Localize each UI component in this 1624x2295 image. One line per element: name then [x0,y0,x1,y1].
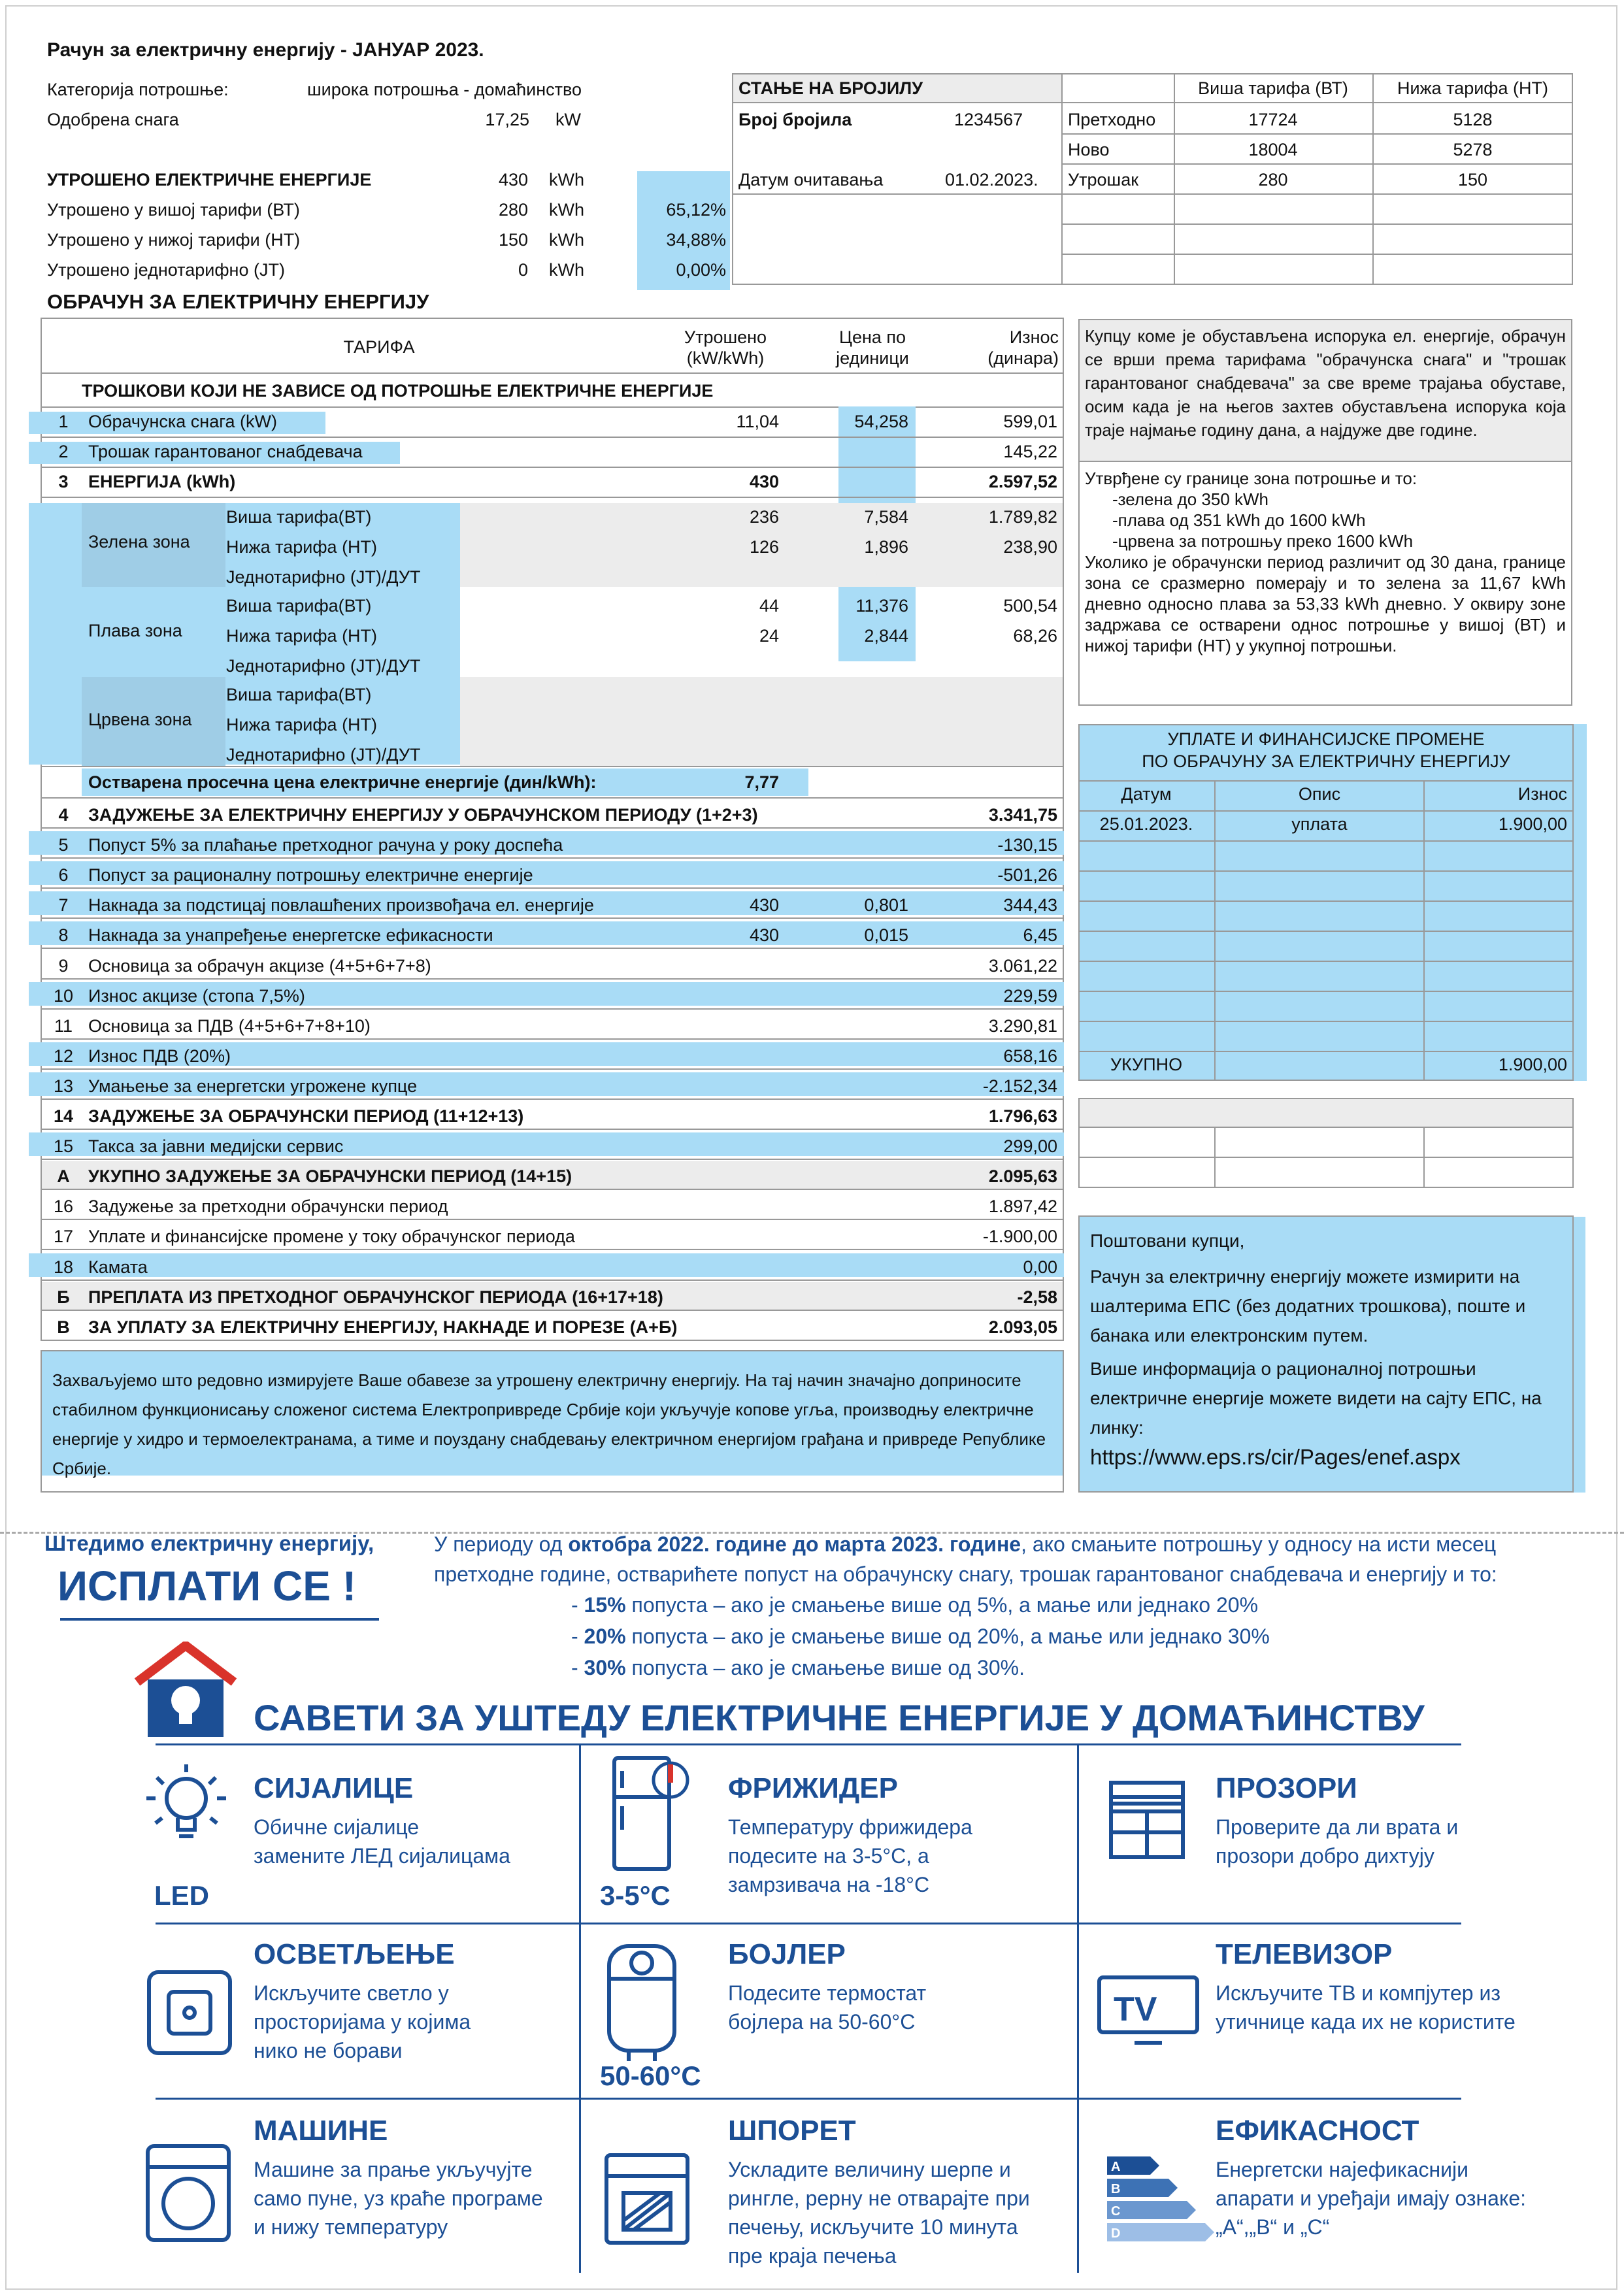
payment-amount: 1.900,00 [1498,814,1567,834]
tip-title: МАШИНЕ [254,2115,388,2147]
row-label: Износ акцизе (стопа 7,5%) [88,985,305,1006]
info-more: Више информација о рационалној потрошњи електричне енергије можете видети на сајту ЕПС, на линку: [1090,1359,1542,1438]
tip-title: ТЕЛЕВИЗОР [1216,1938,1393,1970]
row-label: Попуст 5% за плаћање претходног рачуна у року доспећа [88,835,563,855]
tip-text: Енергетски најефикаснији апарати и уређаји имају ознаке: „А“,„В“ и „С“ [1216,2158,1526,2239]
row-amount: 2.095,63 [988,1166,1057,1187]
zones-note-rest: Уколико је обрачунски период различит од 30 дана, границе зона се сразмерно померају и то зелена за 11,67 kWh дневно односно плава за 53,33 kWh дневно. У оквиру зоне задржава се остварени однос потрошње у вишој (ВТ) и нижој тарифи (НТ) у укупној потрошњи. [1085,552,1566,655]
bill-title: Рачун за електричну енергију - ЈАНУАР 2023. [47,39,484,61]
row-amount: -2.152,34 [982,1076,1057,1096]
consumption-label: Утрошено у вишој тарифи (ВТ) [47,200,300,220]
payment-date: 25.01.2023. [1099,814,1193,834]
row-price: 0,015 [864,925,908,946]
row-number: 13 [53,1076,74,1096]
discount-tier: - 20% попуста – ако је смањење више од 20%, а мање или једнако 30% [571,1625,1270,1648]
discount-condition: попуста – ако је смањење више од 5%, а мање или једнако 20% [625,1593,1259,1617]
zone-tariff-used: 236 [749,507,779,527]
zone-tariff-used: 24 [759,626,779,646]
row-amount: 599,01 [1003,412,1057,431]
tip-text: Искључите светло у просторијама у којима нико не борави [254,1981,471,2062]
tip-title: ШПОРЕТ [728,2115,856,2147]
row-label: Трошак гарантованог снабдевача [88,442,363,461]
consumed-unit: kWh [549,170,584,190]
row-label: Износ ПДВ (20%) [88,1046,231,1066]
row-label: Накнада за подстицај повлашћених произвођача ел. енергије [88,895,594,916]
row-label: УКУПНО ЗАДУЖЕЊЕ ЗА ОБРАЧУНСКИ ПЕРИОД (14+15) [88,1166,572,1187]
power-unit: kW [555,110,581,129]
meter-row-vt: 18004 [1248,140,1298,159]
row-amount: 1.897,42 [988,1197,1057,1217]
discount-percent: 30% [584,1656,626,1679]
zone-name: Црвена зона [88,710,192,729]
info-text [1090,1226,1567,1472]
zone-name: Плава зона [88,621,182,640]
meter-col-vt: Виша тарифа (ВТ) [1198,78,1348,98]
row-amount: 145,22 [1003,442,1057,461]
row-amount: 2.597,52 [988,472,1057,491]
zone-green-limit: -зелена до 350 kWh [1112,489,1269,509]
info-payment-options: Рачун за електричну енергију можете измирити на шалтерима ЕПС (без додатних трошкова), поште и банака или електронским путем. [1090,1266,1526,1346]
row-amount: 3.290,81 [988,1015,1057,1036]
row-used: 430 [749,895,779,916]
window-icon [1104,1777,1189,1866]
row-number: 18 [53,1257,74,1277]
zone-tariff-price: 2,844 [864,626,908,646]
stove-icon [601,2150,693,2251]
row-price: 0,801 [864,895,908,916]
payments-col-amount: Износ [1517,784,1567,804]
payments-title-2: ПО ОБРАЧУНУ ЗА ЕЛЕКТРИЧНУ ЕНЕРГИЈУ [1142,751,1510,771]
payments-title-1: УПЛАТЕ И ФИНАНСИЈСКЕ ПРОМЕНЕ [1167,729,1485,749]
consumption-unit: kWh [549,200,584,220]
category-value: широка потрошња - домаћинство [307,80,582,99]
tip-title: СИЈАЛИЦЕ [254,1772,414,1804]
consumption-percent: 0,00% [676,260,726,280]
row-number: 8 [58,925,69,946]
tip-title: ПРОЗОРИ [1216,1772,1357,1804]
energy-class-bar [1107,2223,1214,2241]
thanks-text: Захваљујемо што редовно измирујете Ваше обавезе за утрошену електричну енергију. На тај начин значајно доприносите стабилном функционисању сложеног система Електропривреде Србије који укључује копове угља, производњу електричне енергије у хидро и термоелектранама, а тиме и поуздану снабдевању електричном енергијом грађана и привреде Републике Србије. [52,1370,1046,1478]
tip-text: Ускладите величину шерпе и рингле, рерну не отварајте при печењу, искључите 10 минута пре краја печења [728,2158,1030,2268]
info-greeting: Поштовани купци, [1090,1230,1245,1251]
row-label: Основица за ПДВ (4+5+6+7+8+10) [88,1015,371,1036]
row-label: ПРЕПЛАТА ИЗ ПРЕТХОДНОГ ОБРАЧУНСКОГ ПЕРИОДА (16+17+18) [88,1287,663,1307]
row-amount: 3.341,75 [988,805,1057,825]
zone-tariff-label: Виша тарифа(ВТ) [226,596,372,616]
row-amount: -130,15 [997,835,1057,855]
col-used: Утрошено (kW/kWh) [684,327,767,368]
discount-condition: попуста – ако је смањење више од 30%. [625,1656,1025,1679]
tip-text: Проверите да ли врата и прозори добро дихтују [1216,1815,1459,1868]
row-number: 1 [58,412,69,431]
row-label: Обрачунска снага (kW) [88,412,277,431]
zone-blue-limit: -плава од 351 kWh до 1600 kWh [1112,510,1366,530]
row-number: 5 [58,835,69,855]
row-number: А [57,1166,70,1187]
zone-tariff-label: Нижа тарифа (НТ) [226,626,378,646]
zone-tariff-price: 11,376 [855,596,908,616]
energy-class-label: B [1111,2182,1121,2196]
row-number: В [57,1317,70,1337]
zones-note [1085,468,1566,656]
meter-row-vt: 17724 [1248,110,1298,129]
eps-link[interactable]: https://www.eps.rs/cir/Pages/enef.aspx [1090,1445,1461,1469]
zone-tariff-amount: 1.789,82 [988,507,1057,527]
payments-total-label: УКУПНО [1110,1055,1183,1074]
power-value: 17,25 [485,110,529,129]
zone-tariff-label: Једнотарифно (ЈТ)/ДУТ [226,656,421,676]
row-number: Б [57,1287,70,1307]
row-label: Попуст за рационалну потрошњу електричне енергије [88,865,533,885]
bulb-caption: LED [154,1880,209,1911]
zone-tariff-price: 7,584 [864,507,908,527]
tip-text: Искључите ТВ и компјутер из утичнице када их не користите [1216,1981,1516,2034]
payments-table [1078,724,1574,1081]
zone-red-limit: -црвена за потрошњу преко 1600 kWh [1112,531,1414,551]
row-label: Камата [88,1257,148,1277]
consumption-value: 0 [518,260,528,280]
consumption-unit: kWh [549,260,584,280]
tip-text: Температуру фрижидера подесите на 3-5°C, а замрзивача на -18°C [728,1815,972,1896]
discount-tier: - 30% попуста – ако је смањење више од 30%. [571,1656,1025,1679]
meter-row-nt: 5278 [1453,140,1493,159]
row-number: 10 [53,985,74,1006]
row-amount: 1.796,63 [988,1106,1057,1126]
row-amount: 6,45 [1023,925,1057,946]
consumption-value: 150 [498,230,528,250]
suspension-note: Купцу коме је обустављена испорука ел. енергије, обрачун се врши према тарифама "обрачунска снага" и "трошак гарантованог снабдевача" за све време трајања обуставе, осим када је на његов захтев обустављена испорука која траје најмање годину дана, а најдуже две године. [1085,326,1566,440]
consumed-value: 430 [498,170,528,190]
meter-number-value: 1234567 [954,110,1023,129]
tip-title: ЕФИКАСНОСТ [1216,2115,1419,2147]
consumption-percent: 65,12% [666,200,726,220]
row-label: Основица за обрачун акцизе (4+5+6+7+8) [88,955,431,976]
tip-title: БОЈЛЕР [728,1938,846,1970]
zone-tariff-label: Нижа тарифа (НТ) [226,537,378,557]
zone-tariff-amount: 68,26 [1013,626,1057,646]
zone-tariff-used: 44 [759,596,779,616]
row-number: 15 [53,1136,74,1157]
tips-title: САВЕТИ ЗА УШТЕДУ ЕЛЕКТРИЧНЕ ЕНЕРГИЈЕ У ДОМАЋИНСТВУ [254,1697,1425,1738]
meter-col-nt: Нижа тарифа (НТ) [1397,78,1549,98]
row-amount: -501,26 [997,865,1057,885]
tip-text: Машине за прање укључујте само пуне, уз краће програме и нижу температуру [254,2158,543,2239]
house-bulb-icon [133,1642,238,1743]
fridge-icon [608,1751,699,1879]
zone-tariff-label: Виша тарифа(ВТ) [226,507,372,527]
col-amount: Износ (динара) [987,327,1059,368]
discount-percent: 15% [584,1593,626,1617]
meter-number-label: Број бројила [738,110,852,129]
row-used: 430 [749,925,779,946]
tip-title: ФРИЖИДЕР [728,1772,898,1804]
meter-row-label: Ново [1068,140,1110,159]
tip-text: Обичне сијалице замените ЛЕД сијалицама [254,1815,510,1868]
col-price: Цена по јединици [836,327,909,368]
row-label: Задужење за претходни обрачунски период [88,1197,448,1217]
payments-total-value: 1.900,00 [1498,1055,1567,1074]
meter-row-label: Утрошак [1068,170,1139,190]
avg-price-value: 7,77 [744,772,779,792]
row-number: 9 [58,955,69,976]
consumption-label: Утрошено једнотарифно (ЈТ) [47,260,285,280]
power-label: Одобрена снага [47,110,179,129]
row-label: ЕНЕРГИЈА (kWh) [88,472,236,491]
row-number: 17 [53,1227,74,1247]
tip-text: Подесите термостат бојлера на 50-60°C [728,1981,927,2034]
fridge-caption: 3-5°C [600,1880,671,1911]
row-amount: 299,00 [1003,1136,1057,1157]
zone-tariff-amount: 500,54 [1003,596,1057,616]
fixed-costs-title: ТРОШКОВИ КОЈИ НЕ ЗАВИСЕ ОД ПОТРОШЊЕ ЕЛЕКТРИЧНЕ ЕНЕРГИЈЕ [82,381,714,401]
row-amount: 229,59 [1003,985,1057,1006]
zone-tariff-label: Једнотарифно (ЈТ)/ДУТ [226,567,421,587]
avg-price-label: Остварена просечна цена електричне енергије (дин/kWh): [88,772,597,792]
reading-date-value: 01.02.2023. [945,170,1038,190]
tip-title: ОСВЕТЉЕЊЕ [254,1938,455,1970]
row-amount: 344,43 [1003,895,1057,916]
consumption-unit: kWh [549,230,584,250]
tv-label: TV [1114,1990,1157,2028]
discount-percent: 20% [584,1625,626,1648]
light-switch-icon [144,1967,235,2062]
row-price: 54,258 [854,412,908,431]
zone-tariff-label: Виша тарифа(ВТ) [226,685,372,704]
payments-col-desc: Опис [1298,784,1341,804]
promo-slogan-1: Штедимо електричну енергију, [44,1531,374,1555]
meter-row-label: Претходно [1068,110,1156,129]
zones-note-intro: Утврђене су границе зона потрошње и то: [1085,469,1417,488]
energy-class-label: C [1111,2204,1121,2219]
row-amount: 0,00 [1023,1257,1057,1277]
meter-row-nt: 5128 [1453,110,1493,129]
row-amount: 3.061,22 [988,955,1057,976]
washing-machine-icon [142,2141,234,2249]
row-amount: -1.900,00 [982,1227,1057,1247]
meter-title: СТАЊЕ НА БРОЈИЛУ [738,78,923,98]
row-label: Умањење за енергетски угрожене купце [88,1076,418,1096]
zone-tariff-label: Једнотарифно (ЈТ)/ДУТ [226,745,421,765]
consumption-value: 280 [498,200,528,220]
row-used: 430 [749,472,779,491]
consumption-label: Утрошено у нижој тарифи (НТ) [47,230,301,250]
row-number: 12 [53,1046,74,1066]
discount-tier: - 15% попуста – ако је смањење више од 5%, а мање или једнако 20% [571,1593,1259,1617]
col-tariff: ТАРИФА [343,337,415,357]
tv-icon [1095,1971,1206,2053]
row-label: Уплате и финансијске промене у току обрачунског периода [88,1227,575,1247]
promo-period-text-2: претходне године, остварићете попуст на обрачунску снагу, трошак гарантованог снабдевача и енергију и то: [434,1562,1497,1586]
payment-desc: уплата [1291,814,1348,834]
row-number: 2 [58,442,69,461]
bulb-icon [137,1758,235,1859]
row-amount: 2.093,05 [988,1317,1057,1337]
payments-col-date: Датум [1121,784,1172,804]
calc-section-title: ОБРАЧУН ЗА ЕЛЕКТРИЧНУ ЕНЕРГИЈУ [47,290,429,313]
energy-label-icon [1104,2150,1229,2251]
zone-name: Зелена зона [88,532,190,552]
row-label: Накнада за унапређење енергетске ефикасности [88,925,493,946]
boiler-icon [603,1940,681,2067]
energy-class-label: D [1111,2226,1121,2241]
zone-tariff-amount: 238,90 [1003,537,1057,557]
row-amount: 658,16 [1003,1046,1057,1066]
boiler-caption: 50-60°C [600,2060,701,2091]
row-number: 14 [53,1106,74,1126]
row-number: 6 [58,865,69,885]
meter-row-nt: 150 [1457,170,1488,190]
row-used: 11,04 [736,412,779,431]
promo-slogan-2: ИСПЛАТИ СЕ ! [58,1562,357,1610]
zone-tariff-used: 126 [749,537,779,557]
row-label: ЗА УПЛАТУ ЗА ЕЛЕКТРИЧНУ ЕНЕРГИЈУ, НАКНАДЕ И ПОРЕЗЕ (А+Б) [88,1317,678,1337]
row-label: ЗАДУЖЕЊЕ ЗА ЕЛЕКТРИЧНУ ЕНЕРГИЈУ У ОБРАЧУНСКОМ ПЕРИОДУ (1+2+3) [88,805,758,825]
discount-condition: попуста – ако је смањење више од 20%, а мање или једнако 30% [625,1625,1270,1648]
energy-class-label: A [1111,2160,1121,2174]
row-number: 4 [58,805,69,825]
zone-tariff-label: Нижа тарифа (НТ) [226,715,378,735]
row-number: 11 [54,1015,73,1036]
row-number: 7 [58,895,69,916]
row-number: 16 [53,1197,74,1217]
row-number: 3 [58,472,69,491]
row-label: Такса за јавни медијски сервис [88,1136,344,1157]
meter-row-vt: 280 [1258,170,1288,190]
reading-date-label: Датум очитавања [738,170,884,190]
category-label: Категорија потрошње: [47,80,229,99]
consumption-percent: 34,88% [666,230,726,250]
zone-tariff-price: 1,896 [864,537,908,557]
consumed-label: УТРОШЕНО ЕЛЕКТРИЧНЕ ЕНЕРГИЈЕ [47,170,372,190]
row-label: ЗАДУЖЕЊЕ ЗА ОБРАЧУНСКИ ПЕРИОД (11+12+13) [88,1106,524,1126]
promo-period-text: У периоду од октобра 2022. године до марта 2023. године, ако смањите потрошњу у односу на исти месец [434,1532,1497,1556]
row-amount: -2,58 [1017,1287,1057,1307]
